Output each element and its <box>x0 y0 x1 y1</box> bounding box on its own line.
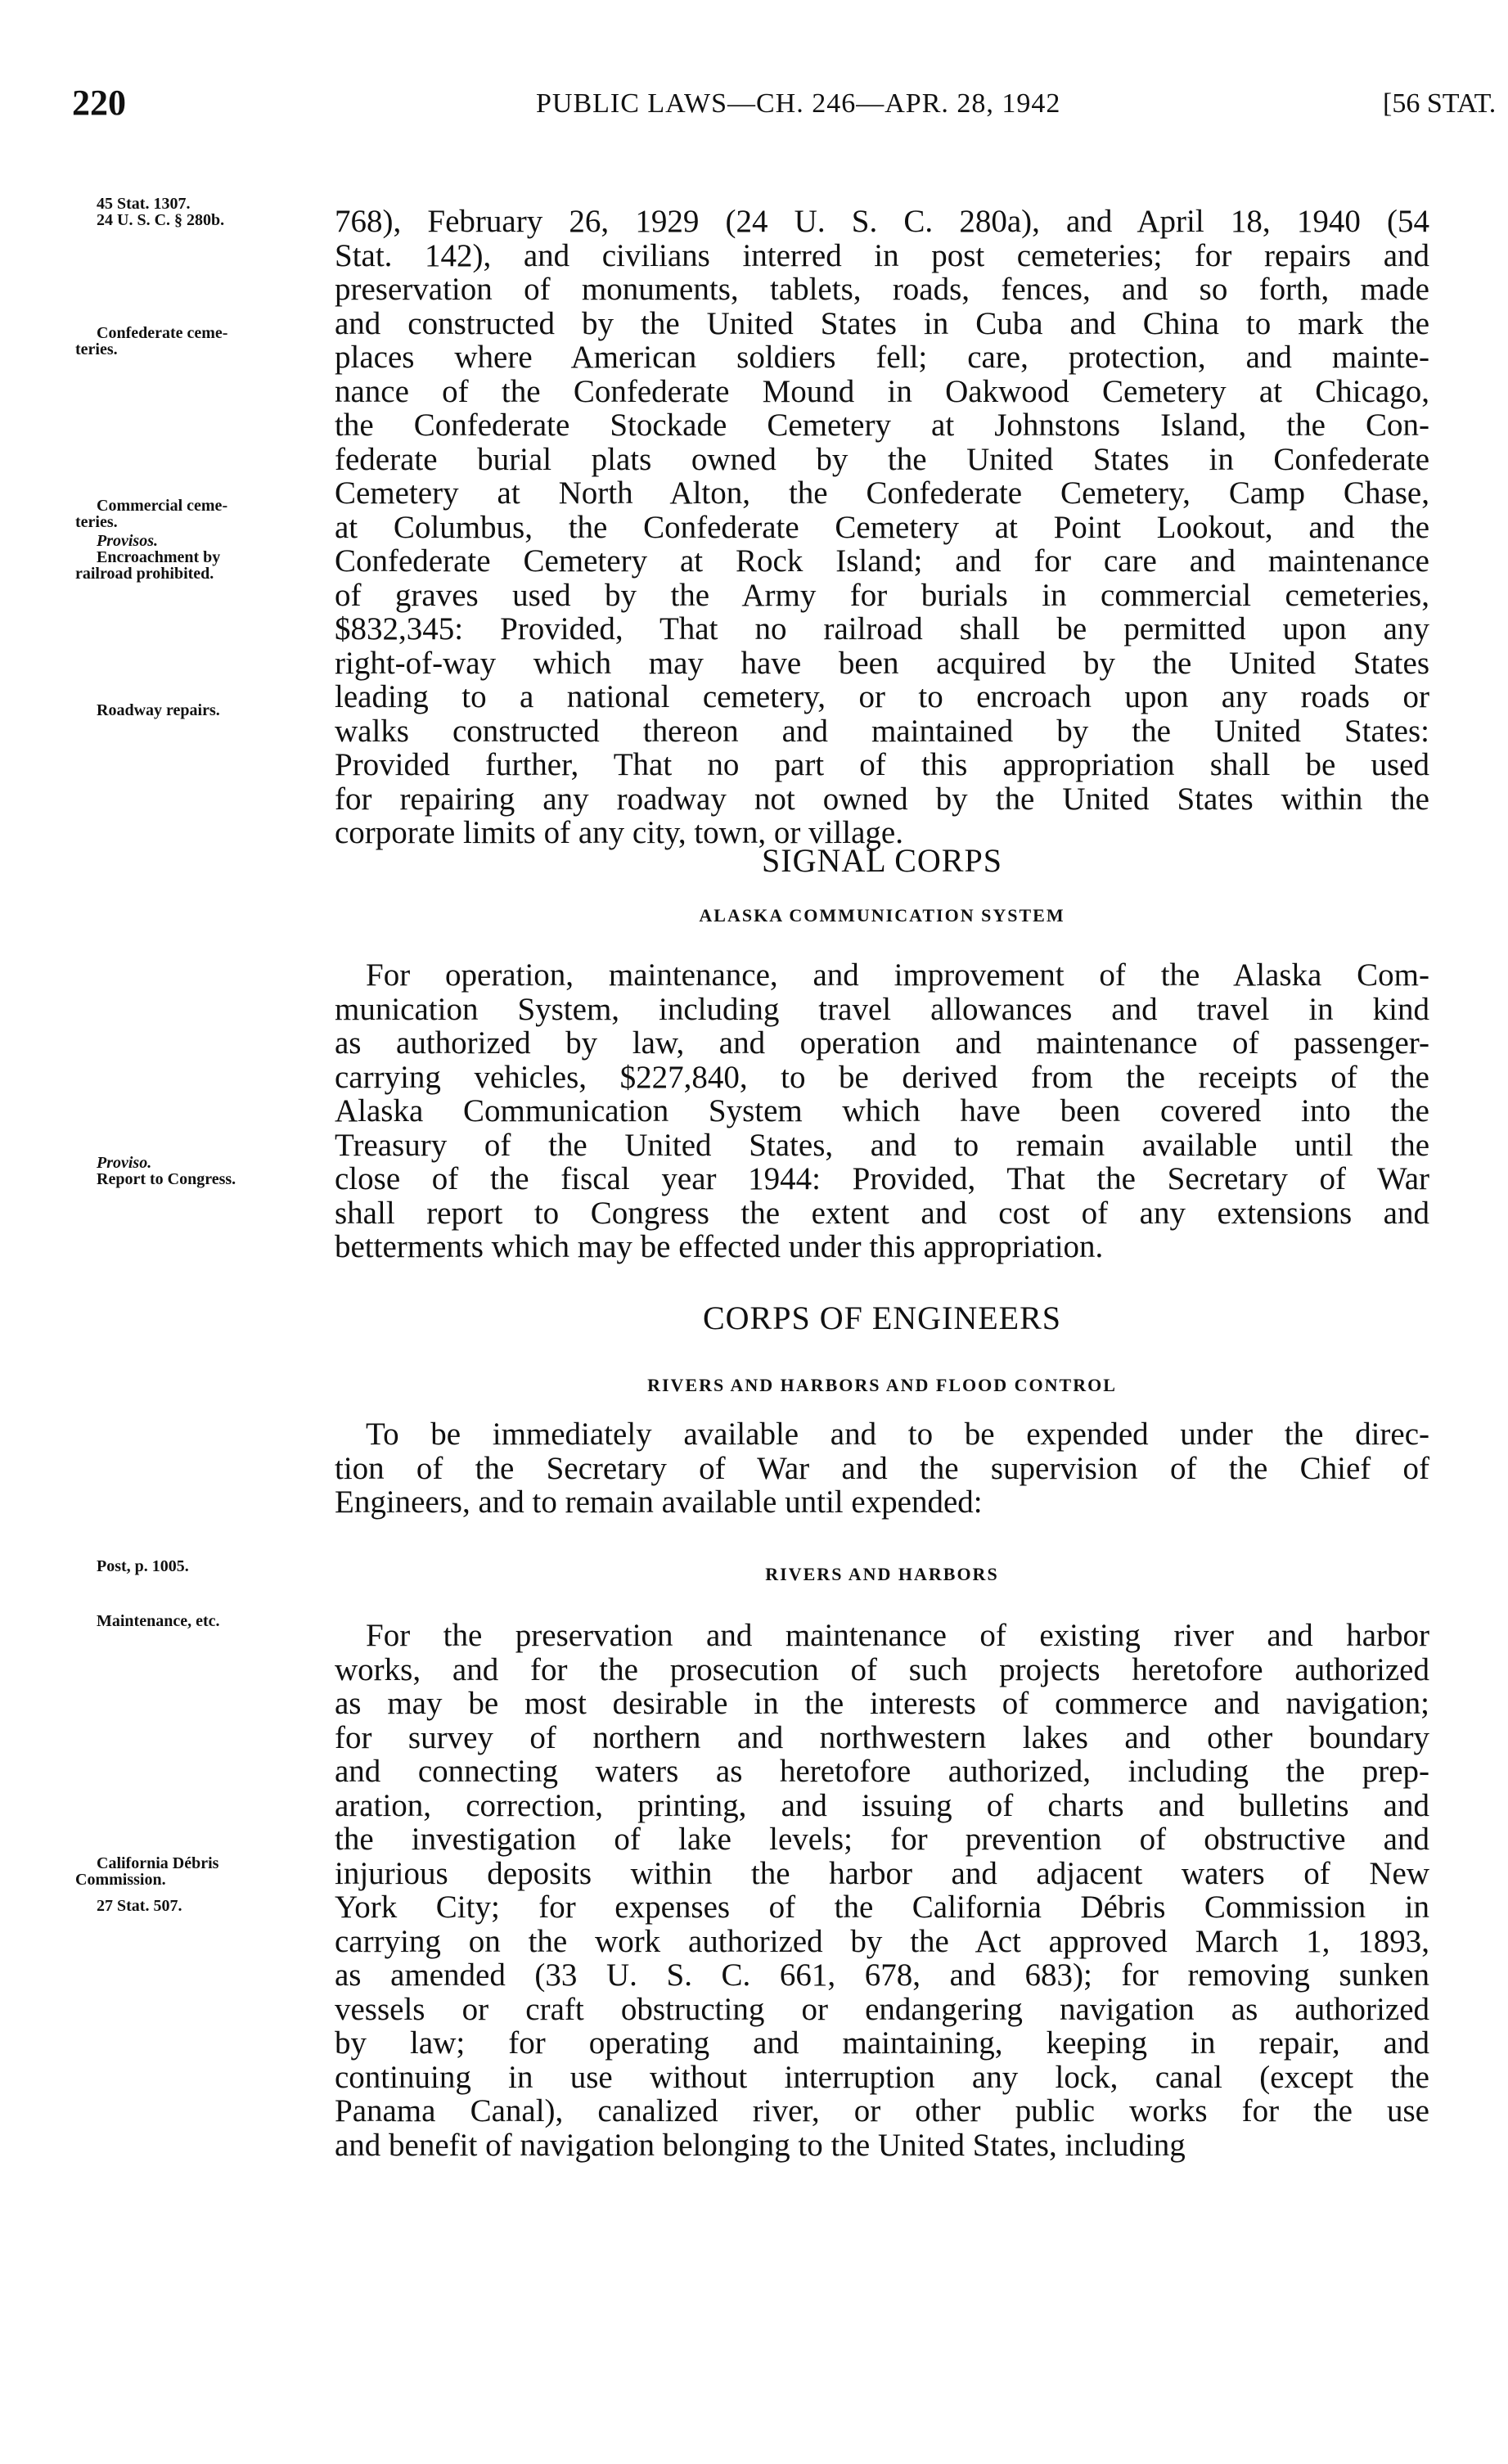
body-line: Engineers, and to remain available until expended: <box>335 1484 983 1520</box>
body-line: leading to a national cemetery, or to encroach upon any roads or <box>335 679 1429 714</box>
margin-note-line: Report to Congress. <box>97 1170 236 1188</box>
body-line: Provided further, That no part of this appropriation shall be used <box>335 747 1429 782</box>
body-line: Cemetery at North Alton, the Confederate Cemetery, Camp Chase, <box>335 475 1429 511</box>
margin-note-line: 24 U. S. C. § 280b. <box>97 211 225 229</box>
body-line: munication System, including travel allowances and travel in kind <box>335 991 1429 1027</box>
body-line: places where American soldiers fell; care, protection, and mainte- <box>335 340 1429 375</box>
body-line: as may be most desirable in the interests of commerce and navigation; <box>335 1686 1429 1721</box>
body-line: Panama Canal), canalized river, or other public works for the use <box>335 2093 1429 2128</box>
body-line: Alaska Communication System which have been covered into the <box>335 1093 1429 1128</box>
body-line: carrying on the work authorized by the Act approved March 1, 1893, <box>335 1923 1429 1959</box>
page-number: 220 <box>72 83 126 123</box>
margin-note-line: Post, p. 1005. <box>97 1557 189 1575</box>
running-title: PUBLIC LAWS—CH. 246—APR. 28, 1942 <box>536 88 1061 119</box>
body-line: aration, correction, printing, and issuing of charts and bulletins and <box>335 1787 1429 1823</box>
body-line: Stat. 142), and civilians interred in post cemeteries; for repairs and <box>335 237 1429 273</box>
body-line: To be immediately available and to be expended under the direc- <box>366 1417 1429 1452</box>
body-line: and benefit of navigation belonging to the United States, including <box>335 2127 1186 2163</box>
margin-note-line: Roadway repairs. <box>97 701 220 719</box>
body-line: shall report to Congress the extent and cost of any extensions and <box>335 1195 1429 1231</box>
body-line: corporate limits of any city, town, or village. <box>335 815 903 850</box>
body-line: walks constructed thereon and maintained by the United States: <box>335 713 1429 749</box>
body-line: carrying vehicles, $227,840, to be derived from the receipts of the <box>335 1059 1429 1095</box>
subheading-alaska: ALASKA COMMUNICATION SYSTEM <box>699 905 1065 926</box>
subheading-rivers-flood: RIVERS AND HARBORS AND FLOOD CONTROL <box>647 1375 1117 1395</box>
margin-note-line: Provisos. <box>97 532 158 550</box>
body-line: For the preservation and maintenance of existing river and harbor <box>366 1618 1429 1653</box>
margin-note-line: 27 Stat. 507. <box>97 1897 182 1915</box>
heading-signal-corps: SIGNAL CORPS <box>762 842 1002 879</box>
margin-note-line: California Débris <box>97 1854 219 1872</box>
margin-note-line: Commercial ceme- <box>97 497 228 515</box>
body-line: for survey of northern and northwestern lakes and other boundary <box>335 1719 1429 1755</box>
body-line: 768), February 26, 1929 (24 U. S. C. 280a), and April 18, 1940 (54 <box>335 204 1429 239</box>
body-line: continuing in use without interruption any lock, canal (except the <box>335 2059 1429 2095</box>
volume-label: [56 STAT. <box>1383 88 1497 119</box>
body-line: federate burial plats owned by the United States in Confederate <box>335 441 1429 477</box>
margin-note-line: Proviso. <box>97 1154 152 1172</box>
body-line: Confederate Cemetery at Rock Island; and for care and maintenance <box>335 543 1429 579</box>
margin-note-line: Maintenance, etc. <box>97 1612 220 1630</box>
body-line: and connecting waters as heretofore authorized, including the prep- <box>335 1754 1429 1789</box>
margin-note-line: Commission. <box>75 1871 166 1889</box>
body-line: vessels or craft obstructing or endangering navigation as authorized <box>335 1991 1429 2027</box>
margin-note-line: Confederate ceme- <box>97 324 228 342</box>
margin-note-line: teries. <box>75 340 118 358</box>
body-line: For operation, maintenance, and improvement of the Alaska Com- <box>366 957 1429 993</box>
body-line: for repairing any roadway not owned by the United States within the <box>335 781 1429 817</box>
margin-note-line: 45 Stat. 1307. <box>97 195 191 213</box>
body-line: by law; for operating and maintaining, keeping in repair, and <box>335 2025 1429 2061</box>
body-line: betterments which may be effected under this appropriation. <box>335 1229 1104 1264</box>
body-line: preservation of monuments, tablets, roads, fences, and so forth, made <box>335 272 1429 307</box>
body-line: nance of the Confederate Mound in Oakwood Cemetery at Chicago, <box>335 373 1429 409</box>
body-line: tion of the Secretary of War and the supervision of the Chief of <box>335 1450 1429 1486</box>
body-line: and constructed by the United States in Cuba and China to mark the <box>335 305 1429 341</box>
body-line: as amended (33 U. S. C. 661, 678, and 683); for removing sunken <box>335 1957 1429 1993</box>
body-line: Treasury of the United States, and to remain available until the <box>335 1127 1429 1163</box>
body-line: close of the fiscal year 1944: Provided, That the Secretary of War <box>335 1161 1429 1196</box>
margin-note-line: Encroachment by <box>97 548 221 566</box>
margin-note-line: teries. <box>75 513 118 531</box>
body-line: the investigation of lake levels; for prevention of obstructive and <box>335 1822 1429 1857</box>
body-line: $832,345: Provided, That no railroad shall be permitted upon any <box>335 611 1429 646</box>
body-line: works, and for the prosecution of such projects heretofore authorized <box>335 1651 1429 1687</box>
heading-corps-of-engineers: CORPS OF ENGINEERS <box>702 1300 1062 1336</box>
body-line: of graves used by the Army for burials in commercial cemeteries, <box>335 577 1429 613</box>
body-line: York City; for expenses of the California Débris Commission in <box>335 1890 1429 1925</box>
body-line: the Confederate Stockade Cemetery at Johnstons Island, the Con- <box>335 408 1429 443</box>
body-line: at Columbus, the Confederate Cemetery at Point Lookout, and the <box>335 509 1429 545</box>
subheading-rivers-harbors: RIVERS AND HARBORS <box>765 1564 999 1584</box>
body-line: as authorized by law, and operation and maintenance of passenger- <box>335 1025 1429 1061</box>
body-line: injurious deposits within the harbor and adjacent waters of New <box>335 1855 1429 1891</box>
margin-note-line: railroad prohibited. <box>75 565 214 583</box>
body-line: right-of-way which may have been acquired by the United States <box>335 645 1429 681</box>
